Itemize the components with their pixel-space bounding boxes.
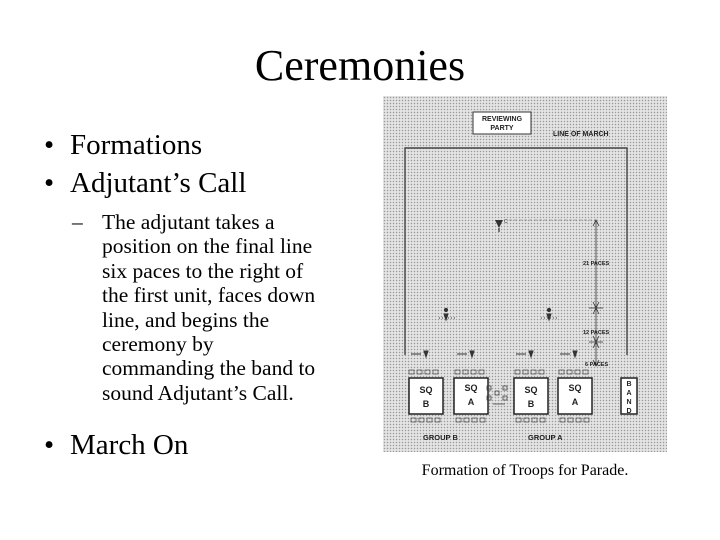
sub-bullet-line: The adjutant takes a (102, 210, 275, 234)
adjutant-marker (495, 219, 508, 232)
band-letter: N (626, 399, 632, 406)
sub-bullet-line: line, and begins the (102, 307, 270, 332)
paces-6-label: 6 PACES (585, 362, 609, 368)
squadron-label: SQ (568, 383, 582, 393)
bullet-marker: • (44, 429, 55, 461)
bullet-text: Adjutant’s Call (70, 167, 247, 199)
squadron-label: A (467, 397, 475, 407)
slide-title: Ceremonies (254, 41, 466, 90)
bullet-marker: • (44, 129, 55, 161)
sub-bullet-line: ceremony by (102, 332, 214, 357)
group-a-label: GROUP A (528, 433, 563, 442)
bullet-march-on (44, 428, 188, 462)
diagram-drawing (383, 96, 667, 452)
paces-12-label: 12 PACES (583, 330, 610, 336)
platoon-markers-bottom (411, 418, 589, 422)
sub-bullet-marker: – (72, 210, 83, 234)
group-b-label: GROUP B (423, 433, 458, 442)
line-of-march-path (405, 148, 627, 355)
band-letter: D (626, 408, 632, 415)
reviewing-party-label-2: PARTY (490, 125, 514, 132)
squadron-label: B (527, 399, 535, 409)
squadron-label: SQ (464, 383, 478, 393)
squadron-label: A (571, 397, 579, 407)
bullet-text: March On (70, 429, 189, 461)
line-of-march-label: LINE OF MARCH (553, 131, 609, 138)
squadron-label: SQ (524, 385, 538, 395)
platoon-markers-top (409, 370, 588, 374)
squadron-label: B (422, 399, 430, 409)
guidon-markers (487, 386, 507, 404)
bullet-text: Formations (70, 129, 203, 161)
sub-bullet-line: the first unit, faces down (102, 283, 316, 308)
sub-bullet-text (102, 210, 354, 405)
figure-caption: Formation of Troops for Parade. (421, 462, 629, 479)
staff-row (439, 308, 557, 320)
sub-bullet-line: six paces to the right of (102, 258, 304, 283)
sub-bullet-line: commanding the band to (102, 356, 316, 381)
paces-21-label: 21 PACES (583, 261, 610, 267)
squadron-label: SQ (419, 385, 433, 395)
bullet-adjutants-call (44, 166, 246, 200)
reviewing-party-label-1: REVIEWING (481, 116, 523, 123)
bullet-formations (44, 128, 202, 162)
band-letter: B (626, 381, 632, 388)
bullet-marker: • (44, 167, 55, 199)
parade-formation-diagram (383, 96, 667, 452)
svg-text:C: C (504, 219, 508, 225)
sub-bullet-line: sound Adjutant’s Call. (102, 380, 294, 405)
commanders-row (411, 351, 577, 357)
squadron-boxes (409, 378, 592, 414)
band-letter: A (626, 390, 632, 397)
sub-bullet-line: position on the final line (102, 234, 313, 259)
